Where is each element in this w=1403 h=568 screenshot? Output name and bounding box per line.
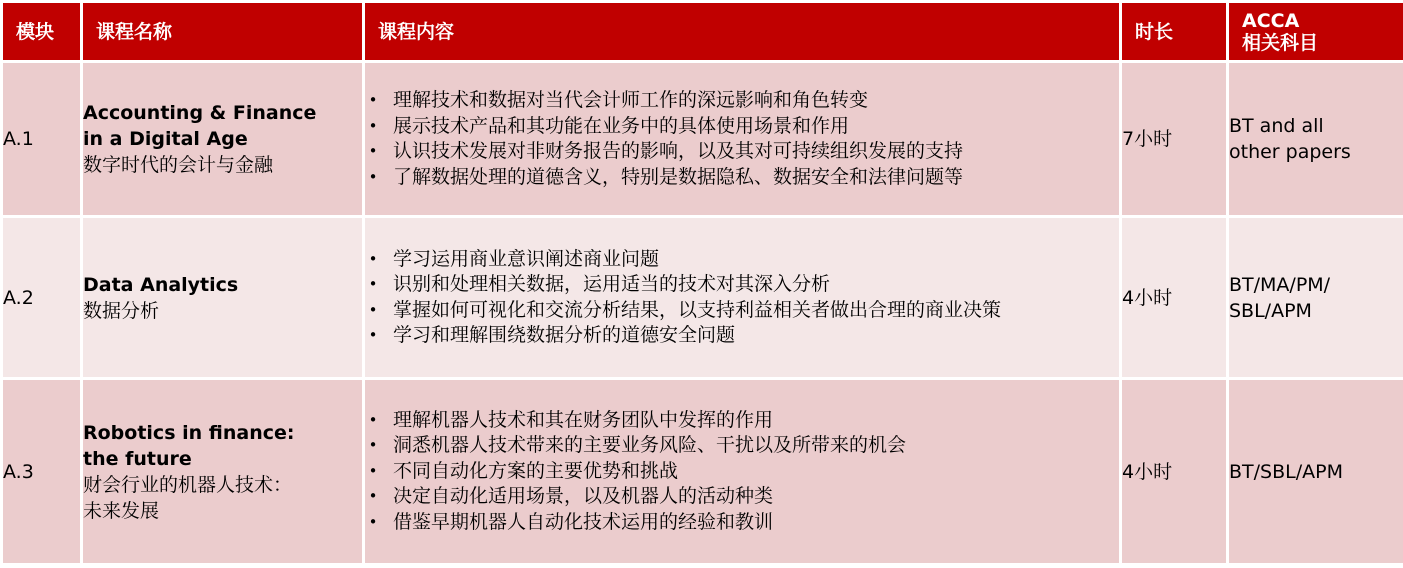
bullet-icon: •	[368, 167, 378, 186]
header-acca-subjects	[1228, 2, 1403, 62]
list-item-text: 理解机器人技术和其在财务团队中发挥的作用	[393, 408, 774, 431]
course-name-en-line2: the future	[83, 447, 192, 470]
course-name-en-line2: in a Digital Age	[83, 128, 248, 150]
list-item	[365, 247, 1119, 273]
list-item-text: 了解数据处理的道德含义，特别是数据隐私、数据安全和法律问题等	[393, 165, 964, 188]
acca-subjects-cell	[1228, 217, 1403, 379]
list-item-text: 识别和处理相关数据，运用适当的技术对其深入分析	[393, 273, 831, 295]
course-content-cell	[364, 379, 1121, 565]
list-item-text: 不同自动化方案的主要优势和挑战	[393, 459, 679, 482]
module-cell: A.3	[2, 379, 82, 565]
list-item	[365, 272, 1119, 298]
acca-subjects-line2: other papers	[1229, 141, 1351, 163]
course-name-zh-line1: 数据分析	[83, 299, 160, 322]
list-item	[365, 88, 1119, 114]
acca-subjects-line1: BT/SBL/APM	[1229, 460, 1343, 483]
duration-cell: 4小时	[1121, 379, 1228, 565]
list-item-text: 掌握如何可视化和交流分析结果，以支持利益相关者做出合理的商业决策	[393, 298, 1002, 321]
content-list	[365, 408, 1119, 536]
course-name-cell	[82, 217, 364, 379]
list-item	[365, 114, 1119, 140]
acca-subjects-cell	[1228, 62, 1403, 217]
course-name-en-line1: Accounting & Finance	[83, 102, 317, 124]
course-name-zh-line1: 数字时代的会计与金融	[83, 154, 274, 176]
table-row	[2, 379, 1403, 565]
course-name-en-line1: Data Analytics	[83, 273, 239, 296]
list-item-text: 学习运用商业意识阐述商业问题	[393, 247, 660, 270]
course-content-cell	[364, 217, 1121, 379]
module-cell: A.1	[2, 62, 82, 217]
header-row	[2, 2, 1403, 62]
list-item-text: 理解技术和数据对当代会计师工作的深远影响和角色转变	[393, 89, 869, 111]
course-content-cell	[364, 62, 1121, 217]
acca-subjects-line2: SBL/APM	[1229, 299, 1312, 322]
list-item-text: 认识技术发展对非财务报告的影响，以及其对可持续组织发展的支持	[393, 140, 964, 162]
bullet-icon: •	[368, 461, 378, 480]
list-item-text: 展示技术产品和其功能在业务中的具体使用场景和作用	[393, 114, 850, 137]
bullet-icon: •	[368, 326, 378, 344]
duration-cell: 4小时	[1121, 217, 1228, 379]
content-list	[365, 88, 1119, 190]
acca-subjects-line1: BT and all	[1229, 115, 1324, 137]
header-duration: 时长	[1121, 2, 1228, 62]
table-row	[2, 217, 1403, 379]
list-item	[365, 165, 1119, 191]
list-item	[365, 510, 1119, 536]
list-item-text: 决定自动化适用场景，以及机器人的活动种类	[393, 485, 774, 508]
list-item	[365, 298, 1119, 324]
header-acca-line2: 相关科目	[1242, 31, 1319, 54]
course-name-cell	[82, 379, 364, 565]
list-item	[365, 323, 1119, 349]
table-row	[2, 62, 1403, 217]
list-item-text: 洞悉机器人技术带来的主要业务风险、干扰以及所带来的机会	[393, 434, 907, 457]
list-item-text: 借鉴早期机器人自动化技术运用的经验和教训	[393, 510, 774, 533]
bullet-icon: •	[368, 142, 378, 160]
bullet-icon: •	[368, 410, 378, 429]
header-course-content: 课程内容	[364, 2, 1121, 62]
course-name-en-line1: Robotics in finance:	[83, 421, 295, 444]
bullet-icon: •	[368, 436, 378, 455]
bullet-icon: •	[368, 275, 378, 293]
header-module: 模块	[2, 2, 82, 62]
list-item	[365, 484, 1119, 510]
bullet-icon: •	[368, 512, 378, 531]
bullet-icon: •	[368, 116, 378, 135]
bullet-icon: •	[368, 300, 378, 319]
header-acca-line1: ACCA	[1242, 9, 1300, 32]
bullet-icon: •	[368, 487, 378, 506]
list-item-text: 学习和理解围绕数据分析的道德安全问题	[393, 324, 736, 346]
module-cell: A.2	[2, 217, 82, 379]
duration-cell: 7小时	[1121, 62, 1228, 217]
list-item	[365, 459, 1119, 485]
header-course-name: 课程名称	[82, 2, 364, 62]
course-name-cell	[82, 62, 364, 217]
acca-subjects-line1: BT/MA/PM/	[1229, 273, 1331, 296]
acca-subjects-cell	[1228, 379, 1403, 565]
list-item	[365, 139, 1119, 165]
course-name-zh-line2: 未来发展	[83, 499, 160, 522]
bullet-icon: •	[368, 249, 378, 268]
course-name-zh-line1: 财会行业的机器人技术：	[83, 473, 293, 496]
bullet-icon: •	[368, 91, 378, 109]
list-item	[365, 433, 1119, 459]
list-item	[365, 408, 1119, 434]
content-list	[365, 247, 1119, 349]
